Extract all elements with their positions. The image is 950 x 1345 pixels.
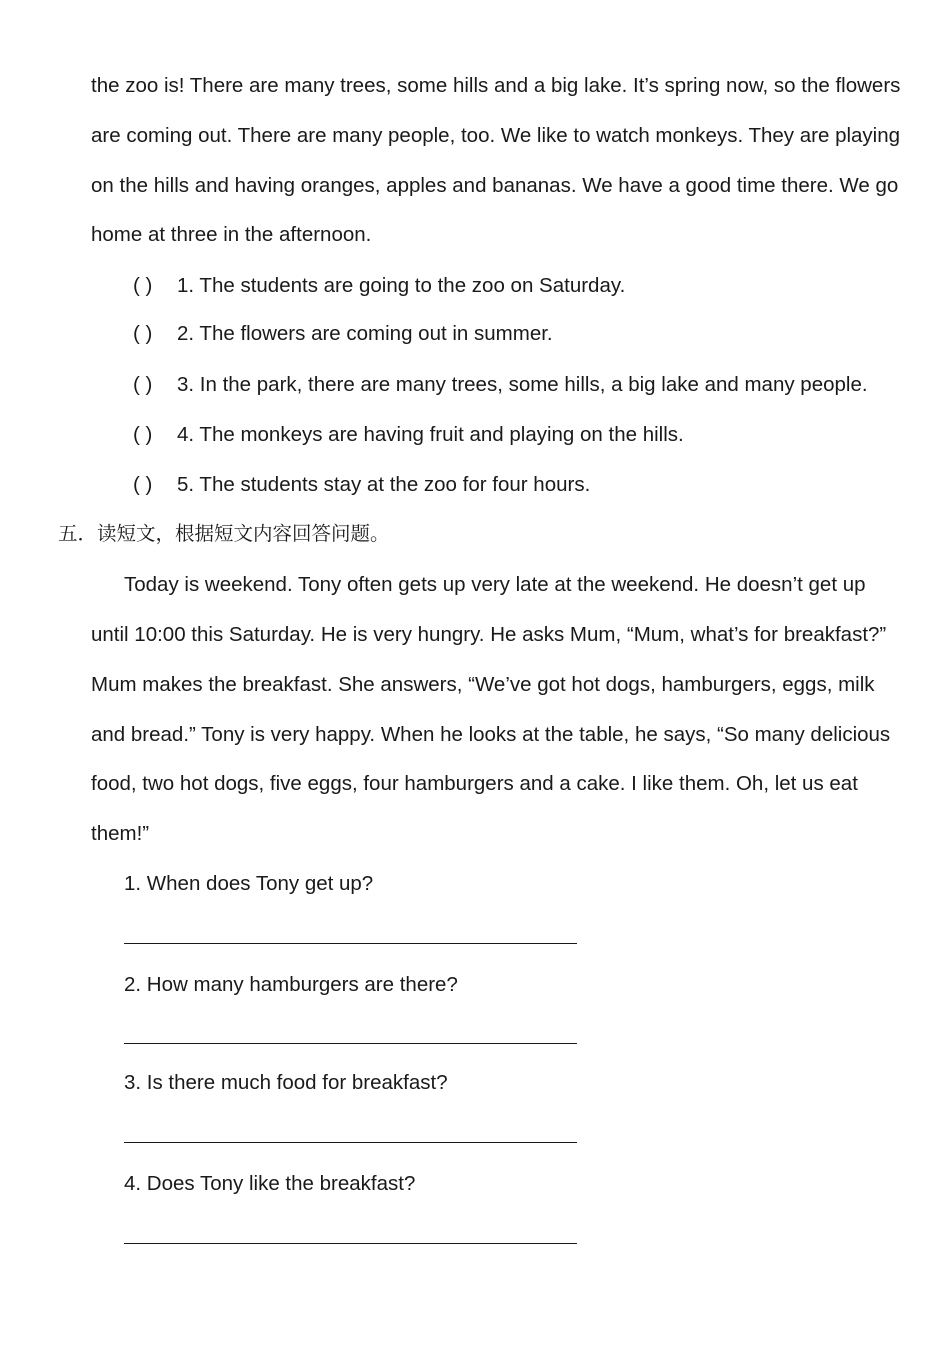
tf-item-5 — [133, 475, 590, 496]
answer-blank-paren[interactable]: ( ) — [133, 473, 153, 496]
passage1-line-4: home at three in the afternoon. — [91, 223, 372, 246]
tf-item-1 — [133, 276, 625, 297]
passage1-line-2: are coming out. There are many people, too. We like to watch monkeys. They are playing — [91, 124, 901, 147]
tf-item-text: 2. The flowers are coming out in summer. — [177, 322, 553, 345]
question-2: 2. How many hamburgers are there? — [124, 973, 458, 996]
tf-item-text: 5. The students stay at the zoo for four hours. — [177, 473, 591, 496]
passage2-line-3: Mum makes the breakfast. She answers, “We’ve got hot dogs, hamburgers, eggs, milk — [91, 673, 875, 696]
answer-line-1[interactable] — [124, 943, 577, 944]
tf-item-3 — [133, 375, 868, 396]
passage2-line-4: and bread.” Tony is very happy. When he looks at the table, he says, “So many delicious — [91, 723, 891, 746]
section5-title: 五．读短文，根据短文内容回答问题。 — [58, 522, 390, 545]
passage2-line-1: Today is weekend. Tony often gets up very late at the weekend. He doesn’t get up — [124, 573, 866, 596]
answer-blank-paren[interactable]: ( ) — [133, 373, 153, 396]
passage2-line-2: until 10:00 this Saturday. He is very hungry. He asks Mum, “Mum, what’s for breakfast?” — [91, 623, 887, 646]
answer-blank-paren[interactable]: ( ) — [133, 274, 153, 297]
tf-item-2 — [133, 324, 553, 345]
answer-blank-paren[interactable]: ( ) — [133, 322, 153, 345]
answer-line-4[interactable] — [124, 1243, 577, 1244]
question-1: 1. When does Tony get up? — [124, 872, 374, 895]
tf-item-text: 3. In the park, there are many trees, some hills, a big lake and many people. — [177, 373, 868, 396]
answer-blank-paren[interactable]: ( ) — [133, 423, 153, 446]
question-3: 3. Is there much food for breakfast? — [124, 1071, 448, 1094]
passage2-line-5: food, two hot dogs, five eggs, four hamburgers and a cake. I like them. Oh, let us eat — [91, 772, 858, 795]
passage2-line-6: them!” — [91, 822, 150, 845]
answer-line-2[interactable] — [124, 1043, 577, 1044]
answer-line-3[interactable] — [124, 1142, 577, 1143]
question-4: 4. Does Tony like the breakfast? — [124, 1172, 416, 1195]
tf-item-text: 4. The monkeys are having fruit and playing on the hills. — [177, 423, 684, 446]
passage1-line-3: on the hills and having oranges, apples and bananas. We have a good time there. We go — [91, 174, 899, 197]
tf-item-4 — [133, 425, 684, 446]
passage1-line-1: the zoo is! There are many trees, some hills and a big lake. It’s spring now, so the flowers — [91, 74, 901, 97]
tf-item-text: 1. The students are going to the zoo on Saturday. — [177, 274, 626, 297]
